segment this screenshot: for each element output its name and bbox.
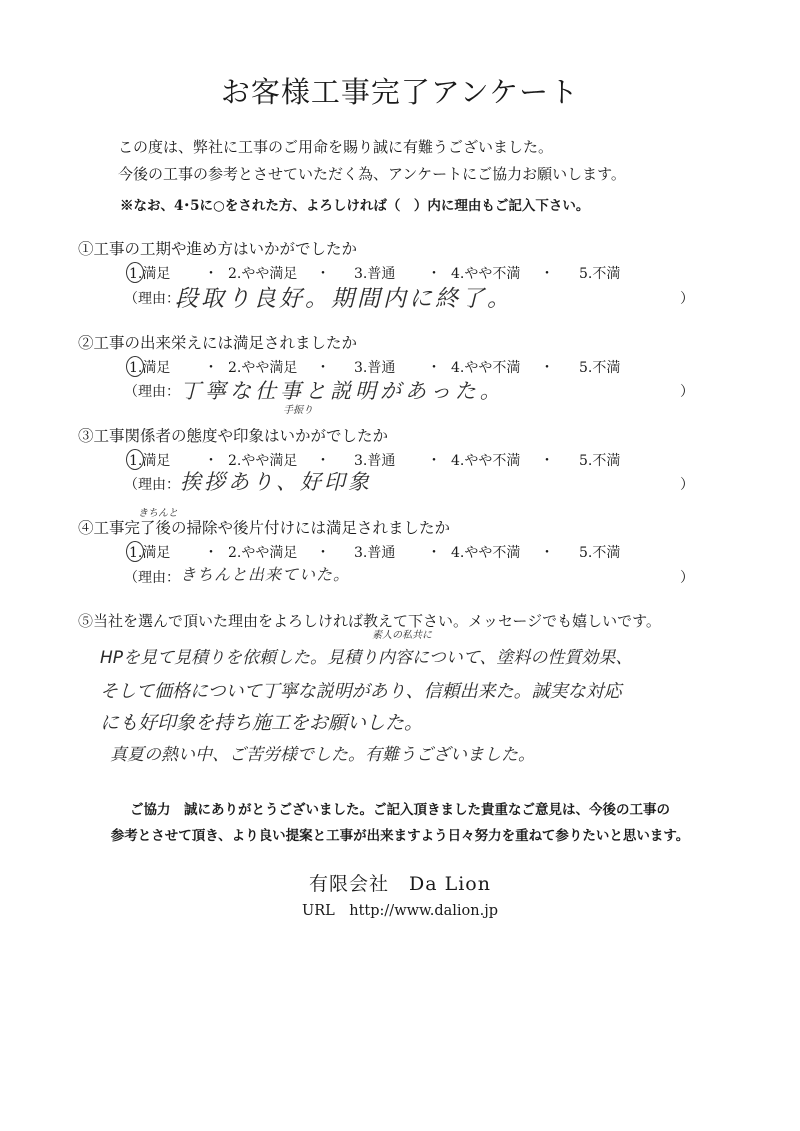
- choices-q4: [124, 542, 644, 562]
- answer-q5-line-4: 真夏の熱い中、ご苦労様でした。有難うございました。: [110, 745, 535, 765]
- reason-close: ）: [680, 384, 694, 400]
- choice-5[interactable]: 5.不満: [579, 545, 621, 561]
- choice-2[interactable]: 2.やや満足: [228, 266, 298, 282]
- choice-1[interactable]: 1.満足: [129, 545, 171, 561]
- choice-1[interactable]: 1.満足: [129, 453, 171, 469]
- separator: ・: [427, 453, 441, 469]
- answer-q2: 丁寧な仕事と説明があった。: [180, 379, 505, 403]
- question-1: ①工事の工期や進め方はいかがでしたか: [78, 240, 358, 258]
- choice-5[interactable]: 5.不満: [579, 266, 621, 282]
- separator: ・: [540, 266, 554, 282]
- choice-5[interactable]: 5.不満: [579, 453, 621, 469]
- question-5: ⑤当社を選んで頂いた理由をよろしければ教えて下さい。メッセージでも嬉しいです。: [78, 612, 661, 630]
- separator: ・: [204, 453, 218, 469]
- choice-4[interactable]: 4.やや不満: [451, 453, 521, 469]
- choice-3[interactable]: 3.普通: [354, 266, 396, 282]
- choice-3[interactable]: 3.普通: [354, 360, 396, 376]
- separator: ・: [204, 360, 218, 376]
- reason-label: （理由：: [124, 570, 180, 586]
- company-url[interactable]: URL http://www.dalion.jp: [302, 903, 498, 919]
- choice-1[interactable]: 1.満足: [129, 266, 171, 282]
- question-4: ④工事完了後の掃除や後片付けには満足されましたか: [78, 519, 451, 537]
- company-name: 有限会社 Da Lion: [309, 873, 491, 895]
- separator: ・: [316, 545, 330, 561]
- reason-close: ）: [680, 477, 694, 493]
- annotation-q5: 素人の私共に: [372, 630, 432, 641]
- choice-4[interactable]: 4.やや不満: [451, 545, 521, 561]
- reason-label: （理由：: [124, 384, 180, 400]
- closing-line-1: ご協力 誠にありがとうございました。ご記入頂きました貴重なご意見は、今後の工事の: [130, 802, 670, 818]
- choice-2[interactable]: 2.やや満足: [228, 360, 298, 376]
- note-text: ※なお、4･5に○をされた方、よろしければ（ ）内に理由もご記入下さい。: [120, 198, 590, 214]
- intro-line-1: この度は、弊社に工事のご用命を賜り誠に有難うございました。: [118, 138, 554, 156]
- separator: ・: [427, 545, 441, 561]
- closing-line-2: 参考とさせて頂き、より良い提案と工事が出来ますよう日々努力を重ねて参りたいと思います。: [110, 828, 690, 844]
- choice-3[interactable]: 3.普通: [354, 453, 396, 469]
- answer-q3: 挨拶あり、好印象: [180, 470, 372, 494]
- answer-q5-line-2: そして価格について丁寧な説明があり、信頼出来た。誠実な対応: [100, 681, 622, 702]
- reason-close: ）: [680, 570, 694, 586]
- separator: ・: [427, 266, 441, 282]
- question-3: ③工事関係者の態度や印象はいかがでしたか: [78, 427, 389, 445]
- choice-4[interactable]: 4.やや不満: [451, 266, 521, 282]
- separator: ・: [316, 453, 330, 469]
- choice-4[interactable]: 4.やや不満: [451, 360, 521, 376]
- separator: ・: [427, 360, 441, 376]
- choice-1[interactable]: 1.満足: [129, 360, 171, 376]
- choice-5[interactable]: 5.不満: [579, 360, 621, 376]
- separator: ・: [540, 453, 554, 469]
- choice-2[interactable]: 2.やや満足: [228, 453, 298, 469]
- answer-q4: きちんと出来ていた。: [180, 565, 351, 584]
- annotation-q3: きちんと: [138, 508, 178, 519]
- answer-q1: 段取り良好。期間内に終了。: [175, 286, 513, 312]
- question-2: ②工事の出来栄えには満足されましたか: [78, 334, 358, 352]
- page-title: お客様工事完了アンケート: [220, 75, 580, 109]
- choice-3[interactable]: 3.普通: [354, 545, 396, 561]
- separator: ・: [316, 360, 330, 376]
- reason-close: ）: [680, 291, 694, 307]
- reason-label: （理由：: [124, 291, 180, 307]
- reason-label: （理由：: [124, 477, 180, 493]
- choices-q2: [124, 357, 644, 377]
- answer-q5-line-3: にも好印象を持ち施工をお願いした。: [100, 712, 424, 734]
- separator: ・: [316, 266, 330, 282]
- separator: ・: [204, 545, 218, 561]
- separator: ・: [540, 545, 554, 561]
- answer-q5-line-1: HPを見て見積りを依頼した。見積り内容について、塗料の性質効果、: [100, 648, 633, 668]
- separator: ・: [204, 266, 218, 282]
- annotation-q2: 手振り: [283, 405, 313, 416]
- choice-2[interactable]: 2.やや満足: [228, 545, 298, 561]
- separator: ・: [540, 360, 554, 376]
- intro-line-2: 今後の工事の参考とさせていただく為、アンケートにご協力お願いします。: [118, 165, 626, 183]
